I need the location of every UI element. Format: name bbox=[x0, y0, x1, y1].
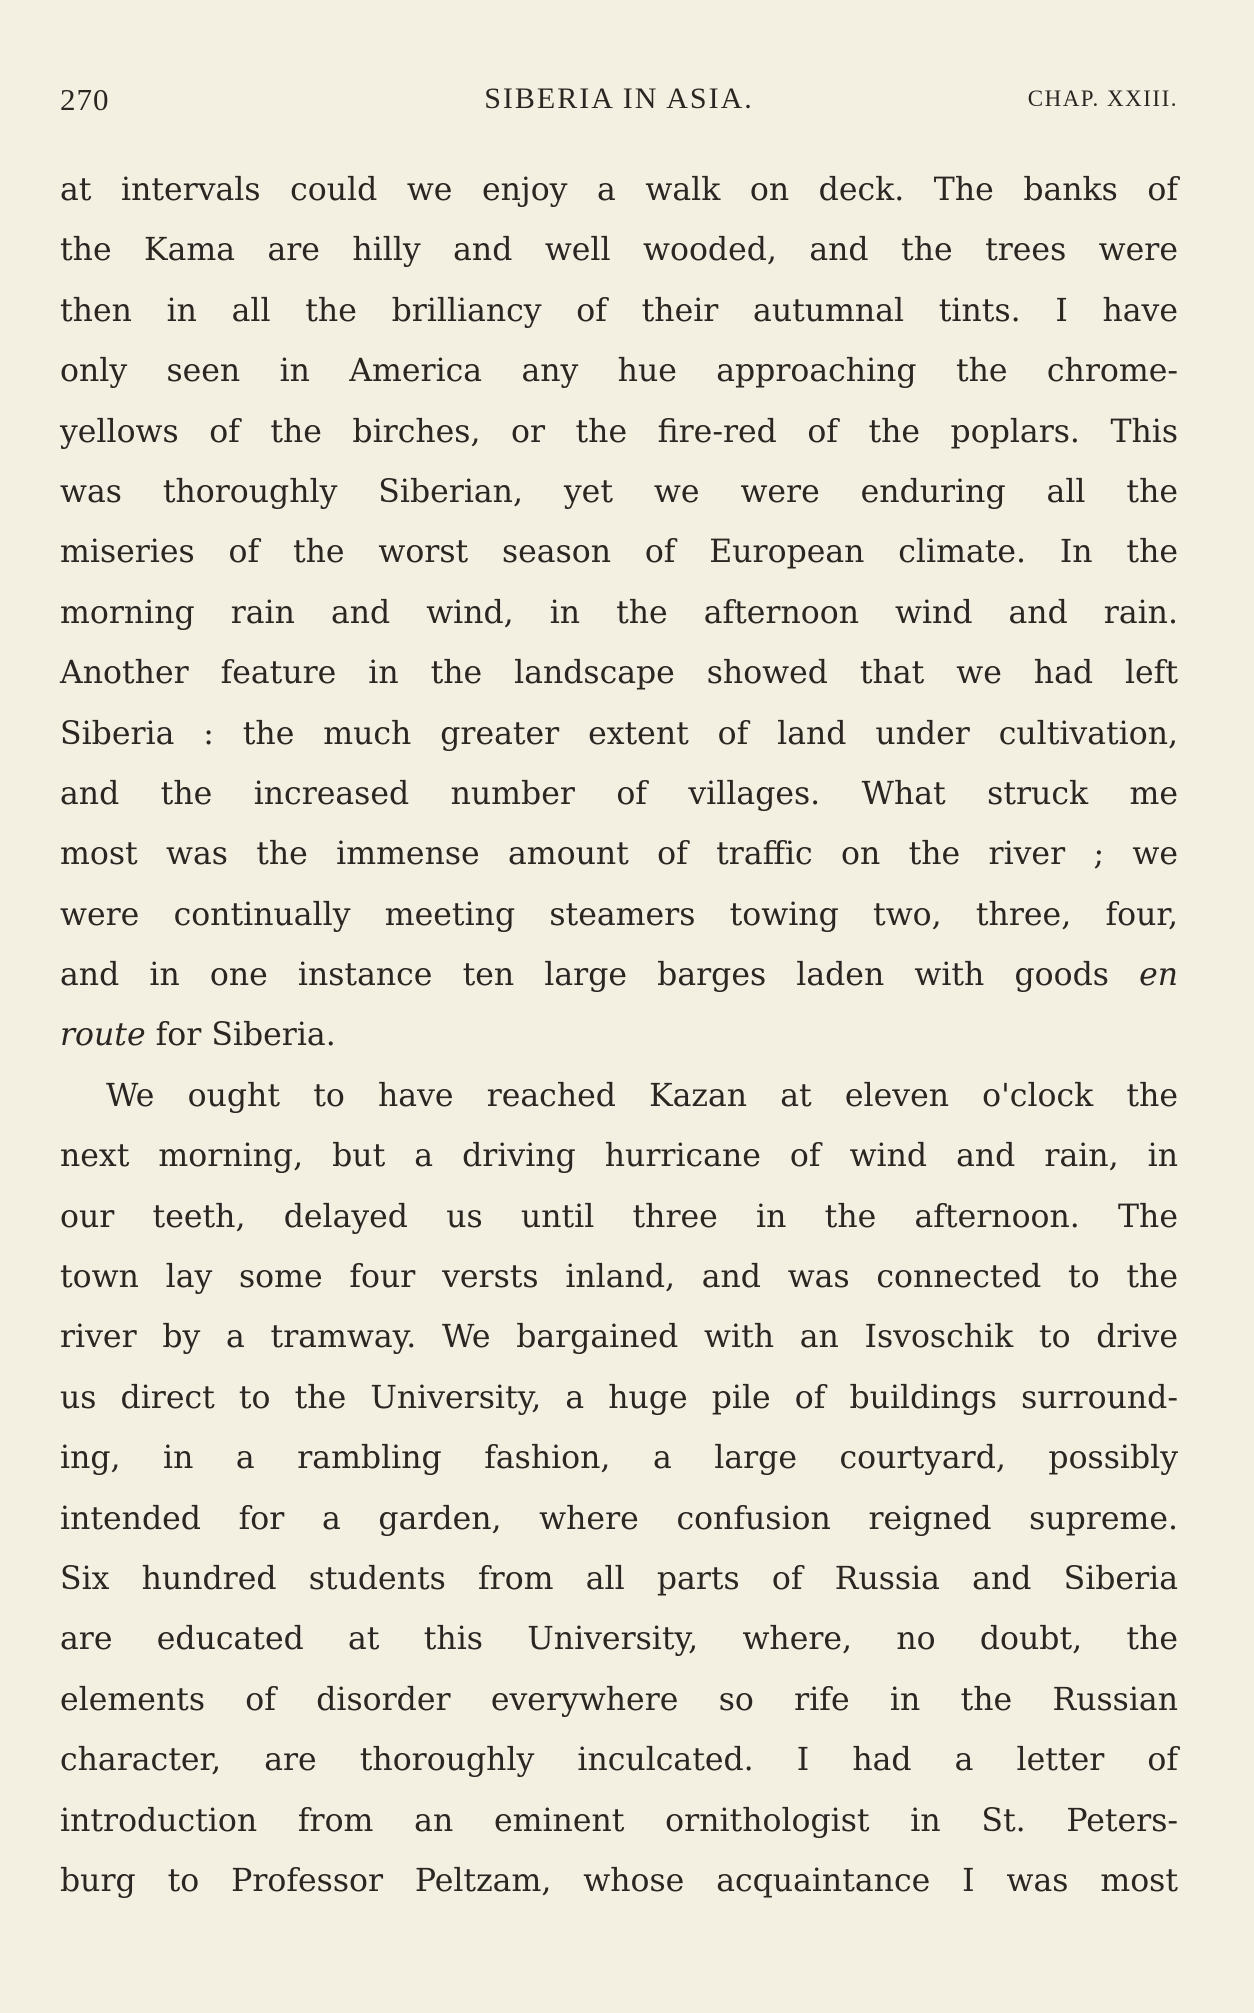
italic-phrase: en bbox=[1139, 957, 1178, 994]
text-line bbox=[60, 1005, 1178, 1065]
text-line bbox=[60, 1428, 1178, 1488]
text-line bbox=[60, 220, 1178, 280]
text-line bbox=[60, 160, 1178, 220]
line-text: We ought to have reached Kazan at eleven o'clock the bbox=[106, 1077, 1178, 1114]
line-text: intended for a garden, where confusion reigned supreme. bbox=[60, 1500, 1178, 1537]
line-text: yellows of the birches, or the fire-red of the poplars. This bbox=[60, 413, 1178, 450]
line-text: burg to Professor Peltzam, whose acquaintance I was most bbox=[60, 1862, 1178, 1899]
line-text: and in one instance ten large barges laden with goods bbox=[60, 957, 1109, 994]
text-line bbox=[60, 281, 1178, 341]
line-text: river by a tramway. We bargained with an Isvoschik to drive bbox=[60, 1319, 1178, 1356]
line-text: the Kama are hilly and well wooded, and the trees were bbox=[60, 232, 1178, 269]
text-line bbox=[60, 1670, 1178, 1730]
line-text: only seen in America any hue approaching the chrome- bbox=[60, 353, 1178, 390]
text-line bbox=[60, 643, 1178, 703]
line-text: next morning, but a driving hurricane of wind and rain, in bbox=[60, 1138, 1178, 1175]
text-line bbox=[60, 341, 1178, 401]
line-text: was thoroughly Siberian, yet we were enduring all the bbox=[60, 473, 1178, 510]
line-text: most was the immense amount of traffic on the river ; we bbox=[60, 836, 1178, 873]
running-head bbox=[60, 82, 1178, 132]
line-text: are educated at this University, where, no doubt, the bbox=[60, 1621, 1178, 1658]
text-line bbox=[60, 1851, 1178, 1911]
text-line bbox=[60, 704, 1178, 764]
text-line bbox=[60, 583, 1178, 643]
text-line bbox=[60, 824, 1178, 884]
body-text bbox=[60, 160, 1178, 1911]
line-text: Siberia : the much greater extent of land under cultivation, bbox=[60, 715, 1178, 752]
text-line bbox=[60, 945, 1178, 1005]
text-line bbox=[60, 1247, 1178, 1307]
text-line bbox=[60, 1791, 1178, 1851]
text-line bbox=[60, 1187, 1178, 1247]
text-line bbox=[60, 1126, 1178, 1186]
line-text: introduction from an eminent ornithologist in St. Peters- bbox=[60, 1802, 1178, 1839]
line-text: were continually meeting steamers towing two, three, four, bbox=[60, 896, 1178, 933]
line-text: at intervals could we enjoy a walk on deck. The banks of bbox=[60, 172, 1178, 208]
text-line bbox=[60, 1549, 1178, 1609]
text-line bbox=[60, 522, 1178, 582]
page-number: 270 bbox=[60, 82, 110, 117]
line-text: elements of disorder everywhere so rife in the Russian bbox=[60, 1681, 1178, 1718]
line-text: and the increased number of villages. What struck me bbox=[60, 775, 1178, 812]
line-text: our teeth, delayed us until three in the afternoon. The bbox=[60, 1198, 1178, 1235]
line-text: Another feature in the landscape showed that we had left bbox=[60, 655, 1178, 692]
line-text: ing, in a rambling fashion, a large courtyard, possibly bbox=[60, 1440, 1178, 1477]
text-line bbox=[60, 462, 1178, 522]
text-line bbox=[60, 1307, 1178, 1367]
text-line bbox=[60, 402, 1178, 462]
line-text: us direct to the University, a huge pile of buildings surround- bbox=[60, 1379, 1178, 1416]
line-text: for Siberia. bbox=[145, 1017, 336, 1054]
text-line bbox=[60, 1730, 1178, 1790]
line-text: town lay some four versts inland, and was connected to the bbox=[60, 1259, 1178, 1296]
running-title: SIBERIA IN ASIA. bbox=[484, 82, 754, 115]
italic-phrase: route bbox=[60, 1017, 146, 1054]
line-text: character, are thoroughly inculcated. I had a letter of bbox=[60, 1742, 1178, 1779]
text-line bbox=[60, 1489, 1178, 1549]
line-text: miseries of the worst season of European climate. In the bbox=[60, 534, 1178, 571]
text-line bbox=[60, 885, 1178, 945]
chapter-reference: CHAP. XXIII. bbox=[1027, 86, 1178, 111]
text-line bbox=[60, 1368, 1178, 1428]
line-text: morning rain and wind, in the afternoon wind and rain. bbox=[60, 594, 1178, 631]
line-text: then in all the brilliancy of their autumnal tints. I have bbox=[60, 292, 1178, 329]
text-line bbox=[60, 1609, 1178, 1669]
text-line bbox=[60, 1066, 1178, 1126]
line-text: Six hundred students from all parts of Russia and Siberia bbox=[60, 1560, 1178, 1597]
text-line bbox=[60, 764, 1178, 824]
